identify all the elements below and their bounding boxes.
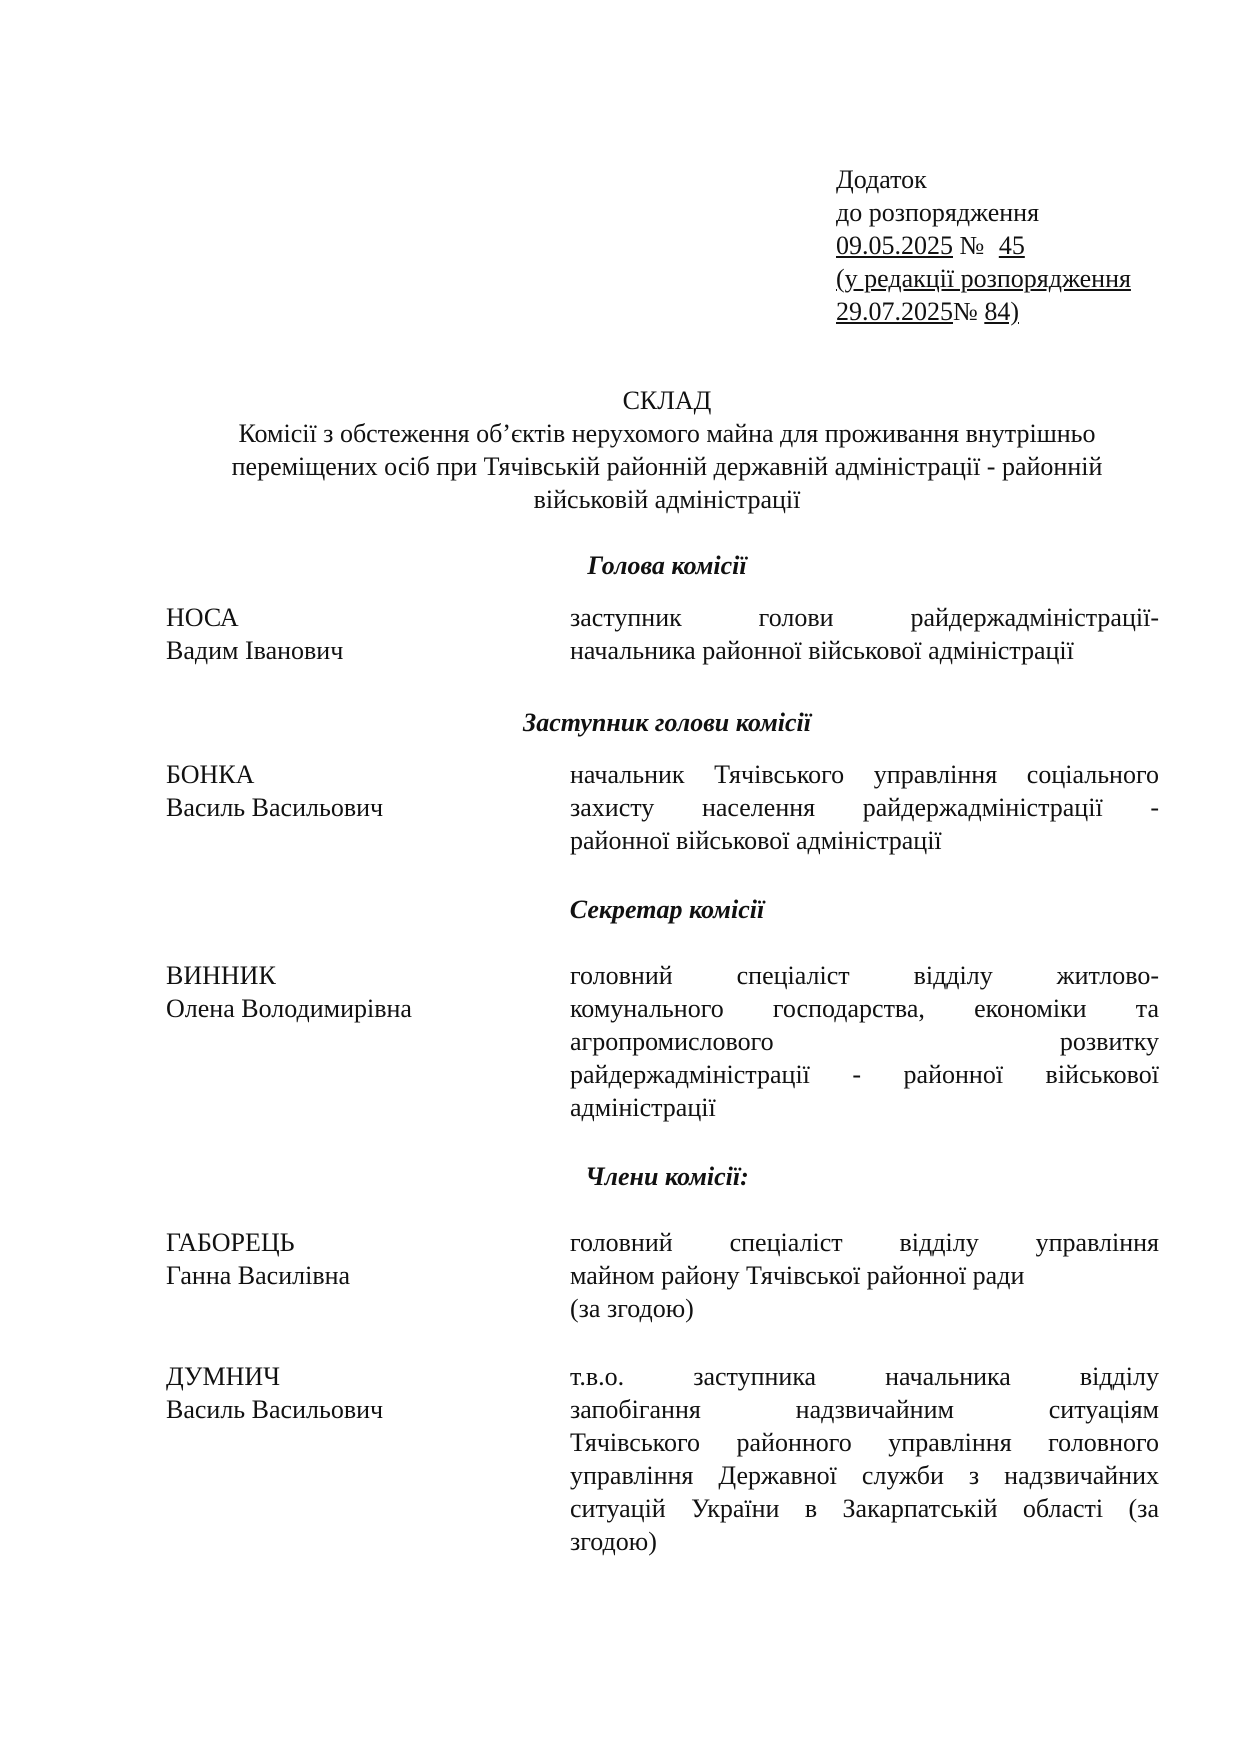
position-line: ситуацій України в Закарпатській області (за bbox=[570, 1494, 1159, 1523]
person-surname: ДУМНИЧ bbox=[166, 1362, 281, 1391]
person-name bbox=[166, 959, 412, 1025]
position-line: захисту населення райдержадміністрації - bbox=[570, 793, 1159, 822]
person-given-name: Олена Володимирівна bbox=[166, 994, 412, 1023]
appendix-line-5 bbox=[836, 295, 1131, 328]
position-line: районної військової адміністрації bbox=[570, 826, 942, 855]
title-line-2: переміщених осіб при Тячівській районній державній адміністрації - районній bbox=[231, 452, 1103, 481]
revision-number: 84) bbox=[984, 297, 1019, 326]
order-number: 45 bbox=[998, 231, 1025, 260]
position-line: начальника районної військової адміністрації bbox=[570, 636, 1074, 665]
person-surname: НОСА bbox=[166, 603, 239, 632]
person-position bbox=[570, 601, 1159, 667]
appendix-line-2: до розпорядження bbox=[836, 198, 1040, 227]
appendix-block bbox=[836, 163, 1131, 328]
number-sign: № bbox=[953, 297, 985, 326]
document-title bbox=[150, 384, 1184, 516]
person-position bbox=[570, 1360, 1159, 1558]
position-line: т.в.о. заступника начальника відділу bbox=[570, 1362, 1159, 1391]
appendix-line-1: Додаток bbox=[836, 165, 927, 194]
appendix-line-3 bbox=[836, 229, 1131, 262]
person-surname: ГАБОРЕЦЬ bbox=[166, 1228, 295, 1257]
number-sign: № bbox=[953, 231, 991, 260]
section-heading-deputy: Заступник голови комісії bbox=[522, 708, 811, 737]
person-surname: ВИННИК bbox=[166, 961, 276, 990]
position-line: райдержадміністрації - районної військової bbox=[570, 1060, 1159, 1089]
person-surname: БОНКА bbox=[166, 760, 255, 789]
person-given-name: Василь Васильович bbox=[166, 1395, 384, 1424]
position-line: запобігання надзвичайним ситуаціям bbox=[570, 1395, 1159, 1424]
position-line: комунального господарства, економіки та bbox=[570, 994, 1159, 1023]
position-line: головний спеціаліст відділу управління bbox=[570, 1228, 1159, 1257]
position-line: управління Державної служби з надзвичайних bbox=[570, 1461, 1159, 1490]
position-line: згодою) bbox=[570, 1527, 657, 1556]
person-position bbox=[570, 1226, 1159, 1325]
person-given-name: Ганна Василівна bbox=[166, 1261, 351, 1290]
title-main: СКЛАД bbox=[622, 386, 712, 415]
person-name bbox=[166, 1360, 383, 1426]
appendix-line-4: (у редакції розпорядження bbox=[836, 264, 1131, 293]
position-line: заступник голови райдержадміністрації- bbox=[570, 603, 1159, 632]
title-line-1: Комісії з обстеження об’єктів нерухомого майна для проживання внутрішньо bbox=[238, 419, 1096, 448]
position-line: майном району Тячівської районної ради bbox=[570, 1261, 1025, 1290]
person-position bbox=[570, 959, 1159, 1124]
section-heading-head: Голова комісії bbox=[587, 551, 747, 580]
position-line: (за згодою) bbox=[570, 1294, 694, 1323]
position-line: адміністрації bbox=[570, 1093, 716, 1122]
person-given-name: Вадим Іванович bbox=[166, 636, 344, 665]
person-position bbox=[570, 758, 1159, 857]
person-name bbox=[166, 1226, 350, 1292]
section-heading-members: Члени комісії: bbox=[585, 1162, 749, 1191]
person-name bbox=[166, 758, 383, 824]
person-name bbox=[166, 601, 343, 667]
position-line: головний спеціаліст відділу житлово- bbox=[570, 961, 1159, 990]
position-line: агропромислового розвитку bbox=[570, 1027, 1159, 1056]
position-line: Тячівського районного управління головного bbox=[570, 1428, 1159, 1457]
section-heading-secretary: Секретар комісії bbox=[569, 895, 765, 924]
revision-date: 29.07.2025 bbox=[836, 297, 953, 326]
title-line-3: військовій адміністрації bbox=[533, 485, 801, 514]
person-given-name: Василь Васильович bbox=[166, 793, 384, 822]
order-date: 09.05.2025 bbox=[836, 231, 953, 260]
position-line: начальник Тячівського управління соціального bbox=[570, 760, 1159, 789]
